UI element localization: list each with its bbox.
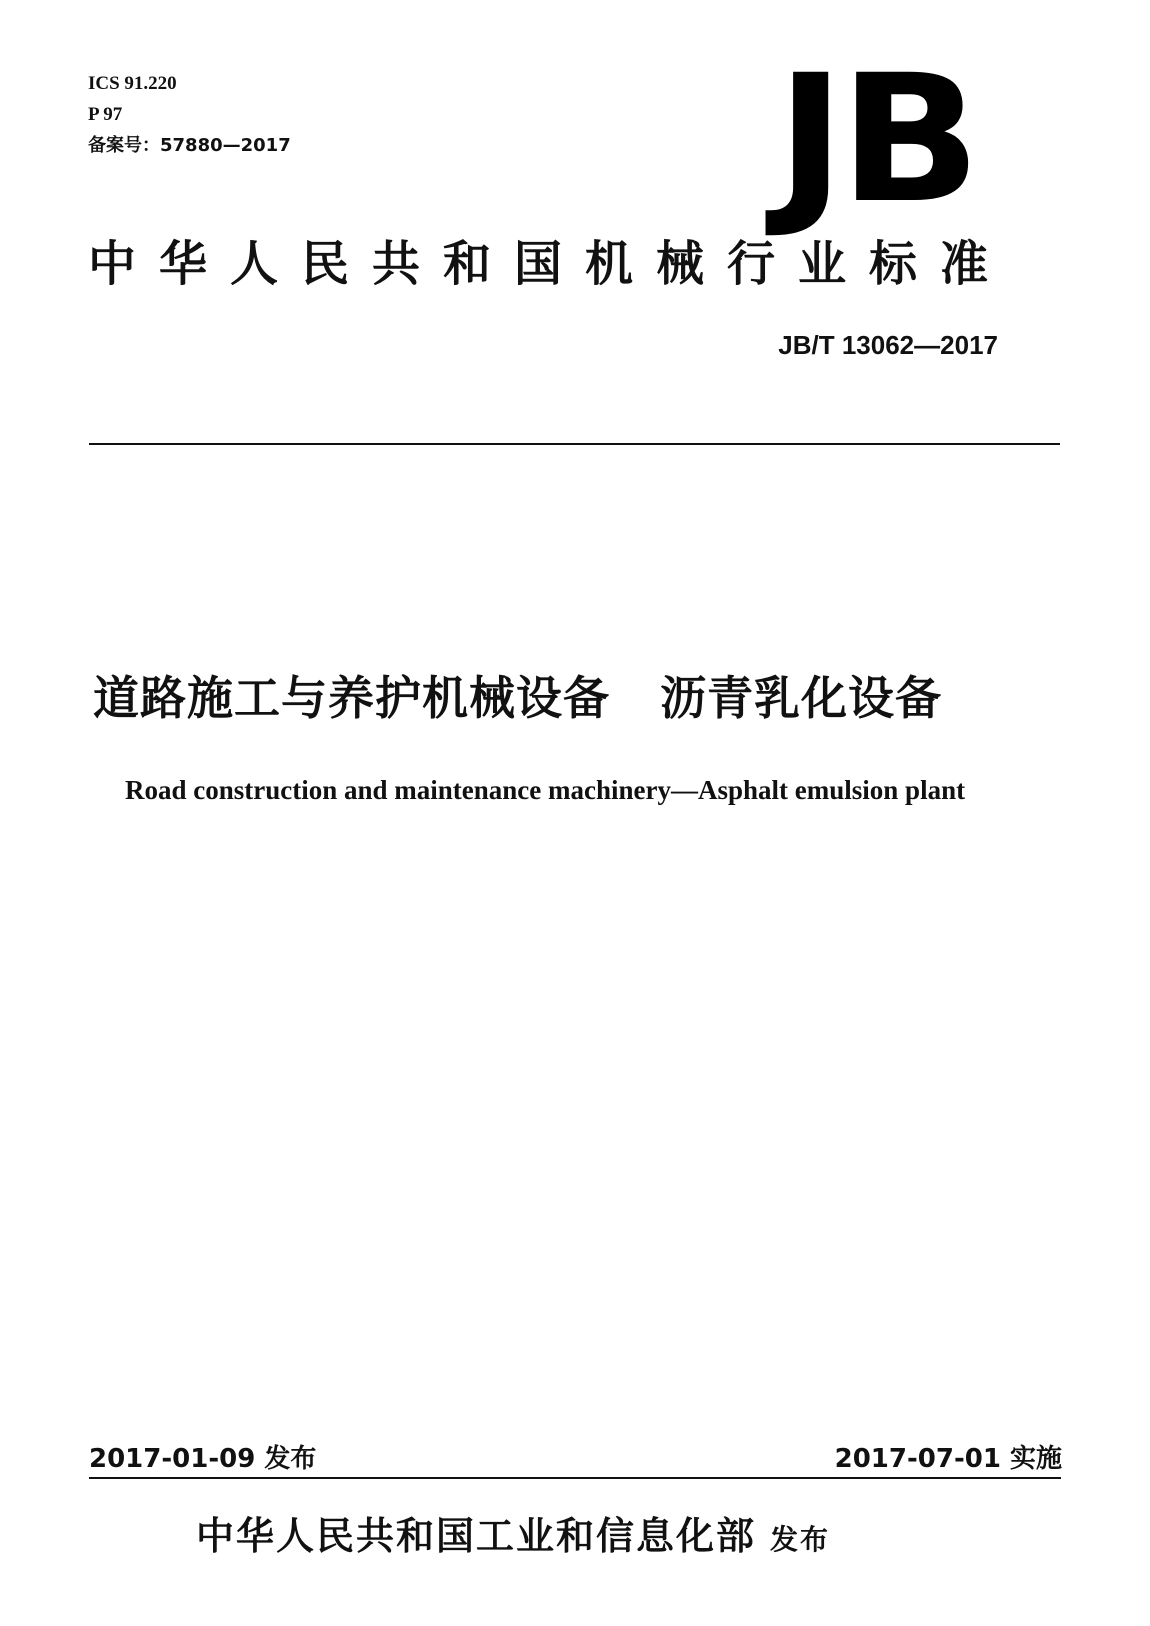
issue-date: 2017-01-09 发布 bbox=[89, 1444, 317, 1474]
publisher-organization: 中华人民共和国工业和信息化部 bbox=[196, 1514, 757, 1558]
record-number: 备案号：57880—2017 bbox=[88, 135, 291, 156]
implementation-date: 2017-07-01 实施 bbox=[834, 1444, 1062, 1474]
chinese-title bbox=[93, 668, 942, 728]
industry-standard-title: 中华人民共和国机械行业标准 bbox=[88, 236, 1012, 292]
english-title: Road construction and maintenance machinery—Asphalt emulsion plant bbox=[125, 775, 966, 805]
header-metadata bbox=[88, 68, 291, 161]
bottom-divider bbox=[89, 1477, 1061, 1479]
publisher-line bbox=[196, 1510, 830, 1566]
chinese-title-part2: 沥青乳化设备 bbox=[660, 671, 942, 725]
standard-number: JB/T 13062—2017 bbox=[778, 330, 998, 360]
chinese-title-part1: 道路施工与养护机械设备 bbox=[93, 671, 610, 725]
classification-code: P 97 bbox=[88, 104, 123, 125]
publisher-suffix: 发布 bbox=[770, 1523, 831, 1556]
ics-code: ICS 91.220 bbox=[88, 73, 177, 94]
jb-logo: JB bbox=[776, 37, 975, 242]
top-divider bbox=[89, 443, 1060, 445]
